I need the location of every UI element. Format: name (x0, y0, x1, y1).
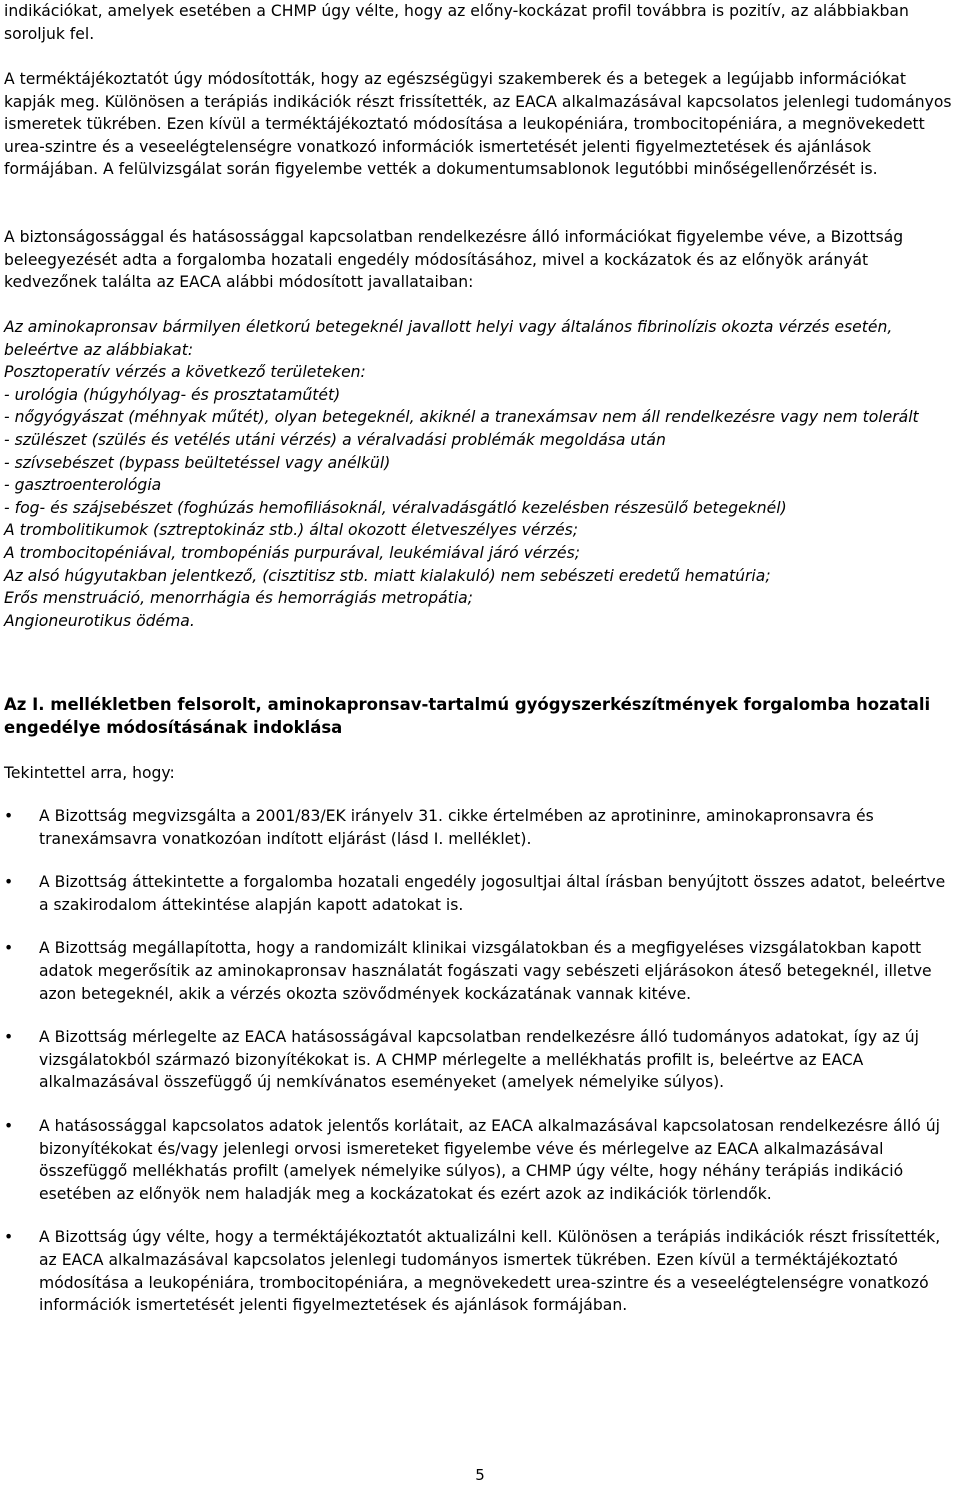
indication-line: Posztoperatív vérzés a következő területeken: (4, 363, 366, 382)
list-item-text: A Bizottság megállapította, hogy a randomizált klinikai vizsgálatokban és a megfigyeléses vizsgálatokban kapott adatok megerősítik az aminokapronsav használatát fogászati vagy sebészeti eljárásokon áteső betegeknél, illetve azon betegeknél, akik a vérzés okozta szövődmények kockázatának vannak kitéve. (39, 939, 932, 1003)
page-number: 5 (475, 1466, 485, 1484)
section-intro: Tekintettel arra, hogy: (4, 764, 175, 782)
indication-line: - szülészet (szülés és vetélés utáni vérzés) a véralvadási problémák megoldása után (4, 430, 666, 449)
indication-line: Angioneurotikus ödéma. (4, 611, 195, 630)
indication-line: - urológia (húgyhólyag- és prosztataműtét) (4, 385, 341, 404)
list-item-text: A hatásossággal kapcsolatos adatok jelentős korlátait, az EACA alkalmazásával kapcsolatosan rendelkezésre álló új bizonyítékokat és/vagy jelenlegi orvosi ismereteket figyelembe véve és mérlegelve az EACA alkalmazásával összefüggő mellékhatás profilt (amelyek némelyike súlyos), a CHMP úgy vélte, hogy néhány terápiás indikáció esetében az előnyök nem haladják meg a kockázatokat és ezért azok az indikációk törlendők. (39, 1116, 941, 1203)
list-item (4, 1226, 956, 1316)
indication-line: A trombolitikumok (sztreptokináz stb.) által okozott életveszélyes vérzés; (4, 521, 579, 540)
indications-list (4, 316, 956, 632)
list-item-text: A Bizottság mérlegelte az EACA hatásosságával kapcsolatban rendelkezésre álló tudományos adatokat, így az új vizsgálatokból származó bizonyítékokat is. A CHMP mérlegelte a mellékhatás profilt is, beleértve az EACA alkalmazásával összefüggő új nemkívánatos eseményeket (amelyek némelyike súlyos). (39, 1028, 919, 1092)
indication-line: Az alsó húgyutakban jelentkező, (cisztitisz stb. miatt kialakuló) nem sebészeti eredetű hematúria; (4, 566, 771, 585)
bullet-icon: • (4, 1228, 14, 1247)
list-item (4, 937, 956, 1005)
section-heading: Az I. mellékletben felsorolt, aminokapronsav-tartalmú gyógyszerkészítmények forgalomba hozatali engedélye módosításának indoklása (4, 695, 931, 737)
reasons-list (4, 805, 956, 1317)
bullet-icon: • (4, 873, 14, 892)
bullet-icon: • (4, 939, 14, 958)
list-item (4, 805, 956, 850)
list-item-text: A Bizottság áttekintette a forgalomba hozatali engedély jogosultjai által írásban benyújtott összes adatot, beleértve a szakirodalom áttekintése alapján kapott adatokat is. (39, 873, 946, 914)
indication-line: Az aminokapronsav bármilyen életkorú betegeknél javallott helyi vagy általános fibrinolízis okozta vérzés esetén, beleértve az alábbiakat: (4, 318, 893, 359)
list-item (4, 1026, 956, 1094)
bullet-icon: • (4, 1028, 14, 1047)
list-item-text: A Bizottság megvizsgálta a 2001/83/EK irányelv 31. cikke értelmében az aprotininre, aminokapronsavra és tranexámsavra vonatkozóan indított eljárást (lásd I. melléklet). (39, 807, 874, 848)
indication-line: A trombocitopéniával, trombopéniás purpurával, leukémiával járó vérzés; (4, 543, 580, 562)
paragraph-intro: indikációkat, amelyek esetében a CHMP úgy vélte, hogy az előny-kockázat profil továbbra is pozitív, az alábbiakban soroljuk fel. (4, 2, 909, 43)
list-item-text: A Bizottság úgy vélte, hogy a terméktájékoztatót aktualizálni kell. Különösen a terápiás indikációk részt frissítették, az EACA alkalmazásával kapcsolatos jelenlegi tudományos ismertek tükrében. Ezen kívül a terméktájékoztató módosítása a leukopéniára, trombocitopéniára, a megnövekedett urea-szintre és a veseelégtelenségre vonatkozó információk ismertetését jelenti figyelmeztetések és ajánlások formájában. (39, 1228, 941, 1315)
paragraph-product-info: A terméktájékoztatót úgy módosították, hogy az egészségügyi szakemberek és a betegek a legújabb információkat kapják meg. Különösen a terápiás indikációk részt frissítették, az EACA alkalmazásával kapcsolatos jelenlegi tudományos ismeretek tükrében. Ezen kívül a terméktájékoztató módosítása a leukopéniára, trombocitopéniára, a megnövekedett urea-szintre és a veseelégtelenségre vonatkozó információk ismertetését jelenti figyelmeztetések és ajánlások formájában. A felülvizsgálat során figyelembe vették a dokumentumsablonok legutóbbi minőségellenőrzését is. (4, 70, 952, 179)
indication-line: - gasztroenterológia (4, 476, 162, 495)
indication-line: - szívsebészet (bypass beültetéssel vagy anélkül) (4, 453, 391, 472)
list-item (4, 871, 956, 916)
list-item (4, 1115, 956, 1205)
bullet-icon: • (4, 1116, 14, 1135)
paragraph-committee-consent: A biztonságossággal és hatásossággal kapcsolatban rendelkezésre álló információkat figyelembe véve, a Bizottság beleegyezését adta a forgalomba hozatali engedély módosításához, mivel a kockázatok és az előnyök arányát kedvezőnek találta az EACA alábbi módosított javallataiban: (4, 228, 904, 292)
bullet-icon: • (4, 807, 14, 825)
indication-line: - nőgyógyászat (méhnyak műtét), olyan betegeknél, akiknél a tranexámsav nem áll rendelkezésre vagy nem tolerált (4, 408, 919, 427)
indication-line: Erős menstruáció, menorrhágia és hemorrágiás metropátia; (4, 589, 473, 608)
indication-line: - fog- és szájsebészet (foghúzás hemofiliásoknál, véralvadásgátló kezelésben részesülő betegeknél) (4, 498, 787, 517)
